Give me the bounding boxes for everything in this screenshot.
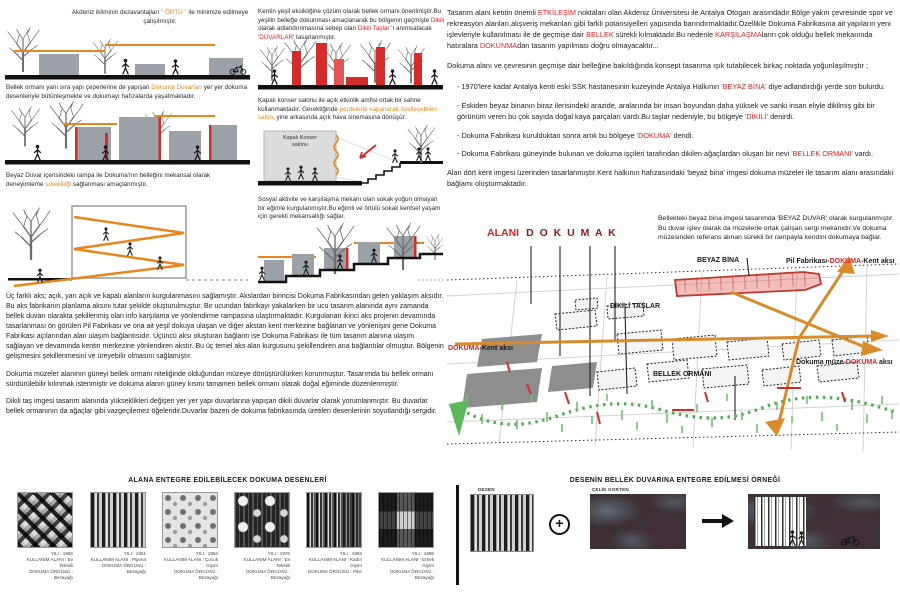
bullet-bellek-ormani: - Dokuma Fabrikası güneyinde bulunan ve dokuma işçileri tarafından dikilen ağaçlardan oluşan bir nevi 'BELLEK ORMANI' vardı. [457,149,874,159]
caption-duvarlar: Kentin yeşil eksikliğine çözüm olarak bellek ormanı önerilmiştir.Bu yeşilin belleğe dokunması amaçlanarak bu bölgenin geçmişte Dikili olarak adlandırılmasına sebep olan Dikili Taşlar 'ı anımsatacak 'DUVARLAR' tasarlanmıştır. [258,8,445,41]
paragraph-dikili: Dikili taş imgesi tasarım alanında yükseklikleri değişen yer yer yapı duvarlarına yapışan dikili duvarlar olarak yorumlanmıştır. Bu duvarlar bellek ormanının da ağaçlar gibi vazgeçilemez öğeleridir.Duvarlar bazen de dokuma fabrikasında üretilen desenlerinin soyutlandığı sergidir. [6,398,437,416]
paragraph-memory-forest: Dokuma müzeler alanının güneyi bellek ormanı niteliğinde olduğundan müzeye dönüştürülürken korunmuştur. Tasarımda bu bellek ormanı sürdürülebilir kılınmak istenmiştir ve dokuma alanın güney kısmı tamamen bellek ormanı olarak doğal eğiminde düzenlenmiştir. [6,370,434,388]
person-icon [103,227,108,240]
caption-beyaz-duvar: Beyaz Duvar içerisindeki rampa ile Dokuma'nın belleğini mekansal olarak deneyimleme sürekliliği sağlanması amaçlanmıştır. [6,172,211,188]
left-paragraphs [6,292,444,417]
tree-icon [11,107,39,146]
arrow-right-icon [702,514,736,528]
plus-icon: + [549,514,570,535]
desen-swatch [470,494,534,552]
pattern-caption-2: YILI : 1961 KULLANIM ALANI : Pijama DOKUMA ÖRGÜSÜ : Bezayağı [90,551,146,574]
section-diagram-red-walls [258,33,443,95]
integration-section-title: DESENİN BELLEK DUVARINA ENTEGRE EDİLMESİ ÖRNEĞİ [569,477,781,484]
map-label-dokuma-kent: DOKUMA-Kent aksı [448,345,513,352]
site-plan-map [447,244,899,470]
pattern-swatch-4 [234,492,290,548]
bicycle-wrap [840,534,860,546]
person-icon [790,530,796,545]
tree-icon [8,27,40,71]
map-description: Bellekteki beyaz bina imgesi tasarımda 'BEYAZ DUVAR' olarak kurgulanmıştır. Bu duvar işlev olarak da müzelerle ortak çalışan sergi mekanıdır.Ve dokuma müzesinden referans alınan sürekli bir rampayla kendini dokumaya bağlar. [658,215,894,242]
section-diagram-stepped-street [258,220,443,290]
person-icon [259,267,264,281]
pattern-caption-3: YILI : 1964 KULLANIM ALANI : Çocuk Giyim DOKUMA ÖRGÜSÜ : Bezayağı [163,551,218,580]
korten-label: ÇELİK KORTEN [592,487,629,492]
bullet-dikili: - Eskiden beyaz binanın biraz ilerisindeki arazide, aralarında bir insan boyundan daha yüksek ve sanki insan eliyle dikilmiş gibi bir görünüm veren bu çok sayıda doğal kaya parçaları vardı.Bu taşlar nedeniyle, bu bölgeye 'DİKİLİ' denirdi. [457,100,875,121]
map-label-dokuma-muze: Dokuma müze-DOKUMA aksı [796,359,893,366]
bullet-beyaz-bina: - 1970'lere kadar Antalya kenti eski SSK hastanesinin kuzeyinde Antalya Halkının 'BEYAZ BİNA' diye adlandırdığı yerde son bulurdu. [457,81,885,91]
tree-icon [260,46,285,80]
pattern-caption-6: YILI : 1995 KULLANIM ALANI : Erkek Giyim DOKUMA ÖRGÜSÜ : Bezayağı [381,551,434,580]
map-label-dikili-taslar: DİKİLİ TAŞLAR [610,303,661,310]
caption-dokuma-duvarlari: Bellek ormanı yanı sıra yapı çeperlerine de yapışan Dokuma Duvarları yer yer dokuma desenleriyle bütünleşmekte ve dokumayı hafızalarda yaşatmaktadır. [6,84,248,100]
person-icon [799,531,804,545]
tree-icon [361,40,391,82]
integration-result-panel [748,494,880,549]
tree-icon [426,234,443,260]
section-diagram-ramp [8,192,248,290]
pattern-swatch-2 [90,492,146,548]
map-label-bellek-ormani: BELLEK ORMANI [653,371,712,378]
caption-ortu: Akdeniz ikliminin dezavantajları " ÖRTÜ " ile minimize edilmeye çalışılmıştır. [71,9,249,25]
desen-label: DESEN [478,487,495,492]
pattern-swatch-6 [378,492,434,548]
map-heading: ALANI D O K U M A K [487,227,618,239]
bicycle-icon [841,536,858,545]
paragraph-axes: Üç farklı aks; açık, yarı açık ve kapalı alanların kurgulanmasını sağlamıştır. Akslardan birincisi Dokuma Fabrikasından gelen yaklaşım aksıdır. Bu aks fabrikanın planlama aksını tutar şekilde oluşturulmuştur. Bir ucundan fabrikayı yakalarken bir ucu tasarım alanında aynı zamanda bellek duvarı olarakta şekillenmiş olan info karşılama ve yönlendirme rampasına ulaştırmaktadır. Kurgulanan ikinci aks projenin devamında tasarlanması ön görülen Pil Fabrikası ve ona ait yeşil dokuya ulaşan ve diğer akstan kent merkezine bağlanan ve yönlenişini gene Dokuma Fabrikası açılarından alan ulaşım bağlantısıdır. Üçüncü aksı oluşturan bağlantı ise Dokuma Fabrikası ile tüm tasarım alanına ulaşım sağlayan ve devamında kentin merkezine yönlendiren akstır. Bu üç temel aks alan kurgusunu şekillendiren ana bağlantılar olmuştur. Bölgenin gelişmesini şekillenmesini ve üreyebilir olmasını sağlamıştır. [6,293,444,360]
pattern-caption-4: YILI : 1976 KULLANIM ALANI : Ev Tekstili DOKUMA ÖRGÜSÜ : Bezayağı [243,551,290,580]
korten-panel [590,494,686,549]
person-icon [127,242,132,255]
lead-in-line: Dokuma alanı ve çevresinin geçmişe dair belleğine bakıldığında konsept tasarıma ışık tutabilecek birkaç noktada yoğunlaşılmıştır ; [447,60,869,70]
pattern-swatch-3 [162,492,218,548]
person-icon [35,145,41,160]
person-icon [390,69,396,84]
person-icon [123,59,129,74]
person-icon [425,147,430,160]
person-icon [432,69,438,84]
caption-konser: Kapalı konser salonu ile açık etkinlik amfisi ortak bir sahne kullanmaktadır. Gerektiğinde perdelerle kapanarak özelleşebilen salon, yine arkasında açık hava sinemasına dönüşür. [258,97,437,121]
tree-icon [13,208,50,259]
pattern-swatch-5 [306,492,362,548]
map-label-pil-fabrikasi: Pil Fabrikası-DOKUMA-Kent aksı [786,258,895,265]
tree-icon [408,125,435,163]
section-diagram-concert-hall [258,119,443,194]
person-icon [392,149,397,162]
bullet-list [447,82,898,161]
caption-sokak: Sosyal aktivite ve karşılaşma mekanı olan sokak yoğun olmayan bir eğimle kurgulanmıştır.Bu eğimli ve örtülü sokak kentsel yaşam için gerekli mekansallığı sağlar. [258,196,441,220]
map-label-beyaz-bina: BEYAZ BİNA [697,257,740,264]
patterns-section-title: ALANA ENTEGRE EDİLEBİLECEK DOKUMA DESENLERİ [128,477,327,484]
person-icon [173,59,179,74]
bullet-dokuma: - Dokuma Fabrikası kurulduktan sonra artık bu bölgeye 'DOKUMA' dendi. [457,130,694,140]
bottom-divider [456,485,459,585]
section-diagram-canopy [5,20,250,82]
pattern-swatch-1 [17,492,73,548]
right-text-column [447,8,898,199]
pattern-caption-1: YILI : 1956 KULLANIM ALANI : Ev Tekstili DOKUMA ÖRGÜSÜ : Bezayağı [26,551,73,580]
closing-paragraph: Alan dört kent imgesi üzerinden tasarlanmıştır.Kent halkının hafızasındaki 'beyaz bina' imgesi dokuma müzeler ile tasarım alanı arasındaki bağlamı oluşturmaktadır. [447,168,894,189]
pattern-caption-5: YILI : 1993 KULLANIM ALANI : Kadın Giyim DOKUMA ÖRGÜSÜ : Pike [307,551,362,574]
intro-paragraph: Tasarım alanı kentin önemli ETKİLEŞİM noktaları olan Akdeniz Üniversitesi ile Antalya Otogarı arasındadır.Bölge yakın çevresinde spor ve rekreasyon alanları,alışveriş mekanları gibi farklı potansiyelleri yapısında barındırmaktadır.Özellikle Dokuma Fabrikasına ait yapıların yeni işlevleriyle kullanılması ile de geçmişe dair BELLEK sürekli kılmaktadır.Bu nedenle KARŞILAŞMAların çok olduğu bellek mekanında hatıralara DOKUNMAdan tasarım yapılması doğru olmayacaktır... [447,8,893,50]
people-silhouettes [788,530,812,547]
concert-hall-label: Kapalı Konser salonu [283,135,317,149]
section-diagram-weave-walls [5,97,250,169]
